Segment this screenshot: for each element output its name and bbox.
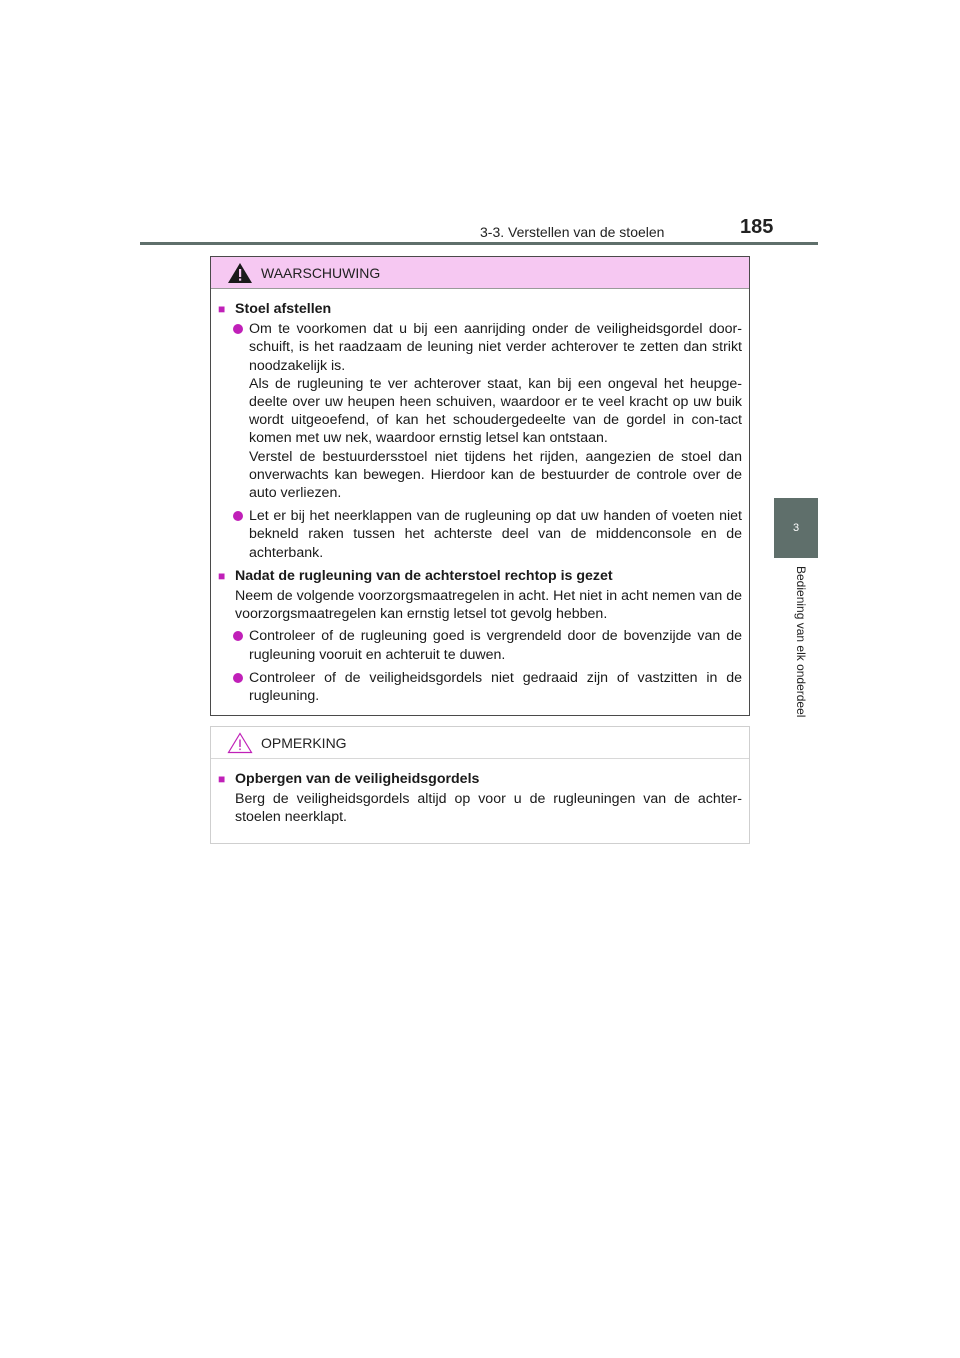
square-bullet-icon: ■ xyxy=(218,772,226,786)
section-title: 3-3. Verstellen van de stoelen xyxy=(480,224,665,240)
section-heading xyxy=(218,567,742,585)
circle-bullet-icon xyxy=(232,507,244,521)
note-header xyxy=(211,727,749,759)
paragraph: Let er bij het neerklappen van de rugleuning op dat uw handen of voeten niet bekneld raken tussen het achterste deel van de middenconsole en de achterbank. xyxy=(249,508,742,561)
paragraph: Verstel de bestuurdersstoel niet tijdens het rijden, aangezien de stoel dan onverwachts kan bewegen. Hierdoor kan de bestuurder de controle over de auto verliezen. xyxy=(249,448,742,502)
note-box xyxy=(210,726,750,844)
paragraph: Berg de veiligheidsgordels altijd op voor u de rugleuningen van de achter-stoelen neerklapt. xyxy=(235,791,742,826)
warning-triangle-icon xyxy=(227,262,253,284)
note-title: OPMERKING xyxy=(261,734,347,751)
paragraph: Als de rugleuning te ver achterover staat, kan bij een ongeval het heupge-deelte over uw heupen heen schuiven, waardoor er te veel kracht op uw buik wordt uitgeoefend, of kan het schoudergedeelte van de gordel in con-tact komen met uw nek, waardoor ernstig letsel kan ontstaan. xyxy=(249,375,742,447)
chapter-label: Bediening van elk onderdeel xyxy=(794,566,808,718)
list-item-text xyxy=(249,669,742,705)
paragraph: Controleer of de rugleuning goed is vergrendeld door de bovenzijde van de rugleuning vooruit en achteruit te duwen. xyxy=(249,628,742,663)
list-item-text xyxy=(249,507,742,562)
note-body xyxy=(211,759,749,827)
warning-body xyxy=(211,289,749,705)
section-heading xyxy=(218,300,742,318)
list-item xyxy=(232,507,742,562)
list-item xyxy=(232,669,742,705)
warning-header xyxy=(211,257,749,289)
paragraph: Controleer of de veiligheidsgordels niet gedraaid zijn of vastzitten in de rugleuning. xyxy=(249,669,742,705)
caution-outline-icon xyxy=(227,732,253,754)
section-heading xyxy=(218,770,742,788)
warning-box xyxy=(210,256,750,716)
circle-bullet-icon xyxy=(232,627,244,641)
square-bullet-icon: ■ xyxy=(218,302,226,316)
list-item xyxy=(232,627,742,663)
circle-bullet-icon xyxy=(232,320,244,334)
circle-bullet-icon xyxy=(232,669,244,683)
warning-title: WAARSCHUWING xyxy=(261,264,381,281)
header-divider xyxy=(140,242,818,245)
section-heading-text: Opbergen van de veiligheidsgordels xyxy=(235,771,480,787)
paragraph: Om te voorkomen dat u bij een aanrijding onder de veiligheidsgordel door-schuift, is het raadzaam de leuning niet verder achterover te zetten dan strikt noodzakelijk is. xyxy=(249,321,742,374)
square-bullet-icon: ■ xyxy=(218,568,226,583)
list-item-text xyxy=(249,627,742,663)
page-number: 185 xyxy=(740,216,774,238)
list-item xyxy=(232,320,742,502)
chapter-number: 3 xyxy=(792,522,800,534)
list-item-text xyxy=(249,320,742,502)
paragraph: Neem de volgende voorzorgsmaatregelen in acht. Het niet in acht nemen van de voorzorgsmaatregelen kan ernstig letsel tot gevolg hebben. xyxy=(235,588,742,623)
section-heading-text: Nadat de rugleuning van de achterstoel rechtop is gezet xyxy=(235,567,613,584)
chapter-tab xyxy=(774,498,818,558)
section-heading-text: Stoel afstellen xyxy=(235,301,332,317)
